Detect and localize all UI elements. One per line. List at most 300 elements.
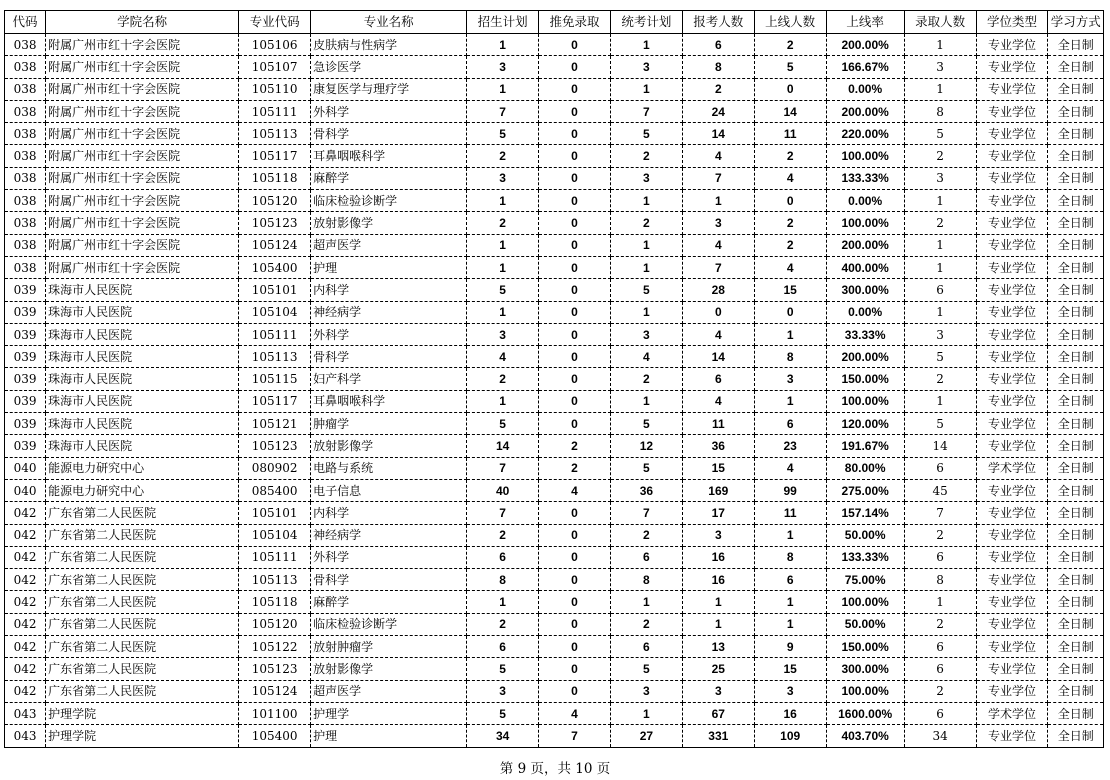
column-header-college-name: 学院名称 — [46, 11, 239, 34]
cell-study-mode: 全日制 — [1048, 680, 1104, 702]
cell-exam-plan: 2 — [610, 145, 682, 167]
cell-college-code: 039 — [5, 390, 46, 412]
cell-study-mode: 全日制 — [1048, 34, 1104, 56]
cell-exempt-admitted: 0 — [539, 390, 611, 412]
cell-qualified-rate: 300.00% — [826, 658, 904, 680]
cell-degree-type: 专业学位 — [976, 78, 1048, 100]
cell-college-name: 珠海市人民医院 — [46, 390, 239, 412]
cell-qualified-rate: 200.00% — [826, 346, 904, 368]
cell-college-name: 广东省第二人民医院 — [46, 524, 239, 546]
cell-study-mode: 全日制 — [1048, 569, 1104, 591]
cell-study-mode: 全日制 — [1048, 323, 1104, 345]
cell-degree-type: 专业学位 — [976, 100, 1048, 122]
cell-college-name: 附属广州市红十字会医院 — [46, 100, 239, 122]
cell-applicants: 3 — [682, 212, 754, 234]
cell-enrollment-plan: 5 — [467, 123, 539, 145]
table-header — [5, 11, 1104, 34]
cell-qualified-rate: 120.00% — [826, 413, 904, 435]
column-header-major-name: 专业名称 — [311, 11, 467, 34]
cell-admitted-count: 8 — [904, 100, 976, 122]
cell-college-name: 珠海市人民医院 — [46, 301, 239, 323]
cell-exempt-admitted: 0 — [539, 212, 611, 234]
table-row — [5, 346, 1104, 368]
cell-major-name: 护理 — [311, 256, 467, 278]
cell-major-name: 内科学 — [311, 502, 467, 524]
cell-qualified-rate: 200.00% — [826, 34, 904, 56]
cell-major-code: 105111 — [239, 546, 311, 568]
table-row — [5, 502, 1104, 524]
cell-major-code: 105123 — [239, 212, 311, 234]
table-row — [5, 636, 1104, 658]
cell-exempt-admitted: 4 — [539, 479, 611, 501]
cell-college-name: 广东省第二人民医院 — [46, 591, 239, 613]
cell-admitted-count: 45 — [904, 479, 976, 501]
table-row — [5, 390, 1104, 412]
cell-applicants: 1 — [682, 613, 754, 635]
cell-major-code: 105120 — [239, 613, 311, 635]
cell-exempt-admitted: 0 — [539, 56, 611, 78]
cell-major-code: 101100 — [239, 702, 311, 724]
cell-admitted-count: 1 — [904, 78, 976, 100]
table-row — [5, 323, 1104, 345]
cell-enrollment-plan: 2 — [467, 368, 539, 390]
column-header-admitted-count: 录取人数 — [904, 11, 976, 34]
cell-enrollment-plan: 1 — [467, 256, 539, 278]
cell-major-code: 105113 — [239, 346, 311, 368]
cell-enrollment-plan: 2 — [467, 613, 539, 635]
cell-enrollment-plan: 34 — [467, 725, 539, 747]
cell-enrollment-plan: 7 — [467, 502, 539, 524]
cell-major-name: 超声医学 — [311, 234, 467, 256]
cell-major-name: 放射影像学 — [311, 435, 467, 457]
cell-qualified-count: 0 — [754, 301, 826, 323]
cell-degree-type: 专业学位 — [976, 234, 1048, 256]
cell-exam-plan: 3 — [610, 680, 682, 702]
column-header-exam-plan: 统考计划 — [610, 11, 682, 34]
cell-college-code: 039 — [5, 323, 46, 345]
cell-college-name: 附属广州市红十字会医院 — [46, 167, 239, 189]
cell-applicants: 6 — [682, 34, 754, 56]
cell-qualified-rate: 275.00% — [826, 479, 904, 501]
cell-qualified-rate: 33.33% — [826, 323, 904, 345]
cell-study-mode: 全日制 — [1048, 145, 1104, 167]
cell-enrollment-plan: 7 — [467, 100, 539, 122]
cell-exam-plan: 12 — [610, 435, 682, 457]
cell-exempt-admitted: 0 — [539, 167, 611, 189]
cell-exam-plan: 1 — [610, 390, 682, 412]
cell-major-name: 耳鼻咽喉科学 — [311, 390, 467, 412]
cell-college-name: 附属广州市红十字会医院 — [46, 212, 239, 234]
cell-exempt-admitted: 4 — [539, 702, 611, 724]
cell-enrollment-plan: 1 — [467, 591, 539, 613]
cell-college-name: 能源电力研究中心 — [46, 479, 239, 501]
cell-exam-plan: 6 — [610, 546, 682, 568]
cell-admitted-count: 7 — [904, 502, 976, 524]
cell-qualified-count: 2 — [754, 212, 826, 234]
table-row — [5, 680, 1104, 702]
cell-major-name: 急诊医学 — [311, 56, 467, 78]
cell-degree-type: 专业学位 — [976, 591, 1048, 613]
cell-qualified-rate: 75.00% — [826, 569, 904, 591]
cell-major-name: 骨科学 — [311, 569, 467, 591]
cell-major-name: 超声医学 — [311, 680, 467, 702]
cell-college-name: 附属广州市红十字会医院 — [46, 123, 239, 145]
column-header-qualified-count: 上线人数 — [754, 11, 826, 34]
column-header-college-code: 代码 — [5, 11, 46, 34]
cell-qualified-count: 4 — [754, 457, 826, 479]
table-row — [5, 78, 1104, 100]
cell-college-name: 附属广州市红十字会医院 — [46, 78, 239, 100]
cell-college-name: 附属广州市红十字会医院 — [46, 234, 239, 256]
cell-study-mode: 全日制 — [1048, 435, 1104, 457]
table-row — [5, 479, 1104, 501]
cell-college-name: 广东省第二人民医院 — [46, 658, 239, 680]
cell-qualified-rate: 1600.00% — [826, 702, 904, 724]
cell-exam-plan: 4 — [610, 346, 682, 368]
cell-major-code: 105124 — [239, 234, 311, 256]
cell-qualified-count: 8 — [754, 346, 826, 368]
cell-applicants: 67 — [682, 702, 754, 724]
cell-exempt-admitted: 0 — [539, 301, 611, 323]
cell-study-mode: 全日制 — [1048, 658, 1104, 680]
cell-major-code: 105124 — [239, 680, 311, 702]
cell-enrollment-plan: 8 — [467, 569, 539, 591]
cell-major-code: 105117 — [239, 390, 311, 412]
cell-college-name: 附属广州市红十字会医院 — [46, 56, 239, 78]
cell-qualified-rate: 150.00% — [826, 636, 904, 658]
table-row — [5, 435, 1104, 457]
cell-qualified-rate: 150.00% — [826, 368, 904, 390]
cell-exempt-admitted: 2 — [539, 457, 611, 479]
cell-applicants: 3 — [682, 680, 754, 702]
cell-major-code: 105122 — [239, 636, 311, 658]
cell-study-mode: 全日制 — [1048, 212, 1104, 234]
cell-qualified-count: 6 — [754, 413, 826, 435]
cell-college-code: 042 — [5, 546, 46, 568]
table-row — [5, 279, 1104, 301]
cell-qualified-rate: 100.00% — [826, 680, 904, 702]
cell-study-mode: 全日制 — [1048, 123, 1104, 145]
cell-admitted-count: 3 — [904, 167, 976, 189]
cell-college-name: 广东省第二人民医院 — [46, 636, 239, 658]
cell-qualified-count: 0 — [754, 78, 826, 100]
cell-college-name: 广东省第二人民医院 — [46, 502, 239, 524]
cell-college-code: 043 — [5, 702, 46, 724]
cell-degree-type: 专业学位 — [976, 212, 1048, 234]
cell-qualified-rate: 403.70% — [826, 725, 904, 747]
table-row — [5, 212, 1104, 234]
cell-study-mode: 全日制 — [1048, 100, 1104, 122]
cell-applicants: 25 — [682, 658, 754, 680]
cell-exempt-admitted: 0 — [539, 658, 611, 680]
cell-qualified-rate: 50.00% — [826, 613, 904, 635]
cell-qualified-count: 1 — [754, 524, 826, 546]
cell-degree-type: 专业学位 — [976, 725, 1048, 747]
cell-college-name: 珠海市人民医院 — [46, 435, 239, 457]
cell-major-code: 105111 — [239, 323, 311, 345]
cell-major-code: 105113 — [239, 123, 311, 145]
table-row — [5, 167, 1104, 189]
cell-study-mode: 全日制 — [1048, 702, 1104, 724]
cell-major-code: 105400 — [239, 256, 311, 278]
cell-major-code: 085400 — [239, 479, 311, 501]
cell-admitted-count: 3 — [904, 323, 976, 345]
cell-enrollment-plan: 1 — [467, 190, 539, 212]
cell-applicants: 7 — [682, 167, 754, 189]
table-row — [5, 190, 1104, 212]
cell-exam-plan: 36 — [610, 479, 682, 501]
cell-college-name: 珠海市人民医院 — [46, 323, 239, 345]
cell-study-mode: 全日制 — [1048, 725, 1104, 747]
cell-exam-plan: 2 — [610, 613, 682, 635]
cell-applicants: 1 — [682, 190, 754, 212]
cell-applicants: 11 — [682, 413, 754, 435]
cell-exam-plan: 2 — [610, 524, 682, 546]
cell-degree-type: 专业学位 — [976, 546, 1048, 568]
cell-degree-type: 专业学位 — [976, 680, 1048, 702]
cell-study-mode: 全日制 — [1048, 502, 1104, 524]
cell-degree-type: 专业学位 — [976, 256, 1048, 278]
cell-major-code: 105120 — [239, 190, 311, 212]
cell-qualified-count: 23 — [754, 435, 826, 457]
cell-major-name: 麻醉学 — [311, 167, 467, 189]
cell-exam-plan: 1 — [610, 591, 682, 613]
cell-admitted-count: 2 — [904, 680, 976, 702]
cell-major-code: 105121 — [239, 413, 311, 435]
table-row — [5, 123, 1104, 145]
cell-qualified-count: 15 — [754, 658, 826, 680]
cell-major-code: 105118 — [239, 591, 311, 613]
cell-applicants: 24 — [682, 100, 754, 122]
cell-major-code: 105117 — [239, 145, 311, 167]
cell-exam-plan: 5 — [610, 279, 682, 301]
table-row — [5, 100, 1104, 122]
cell-qualified-count: 2 — [754, 34, 826, 56]
table-row — [5, 524, 1104, 546]
cell-admitted-count: 2 — [904, 613, 976, 635]
cell-admitted-count: 2 — [904, 145, 976, 167]
cell-major-name: 外科学 — [311, 323, 467, 345]
cell-applicants: 169 — [682, 479, 754, 501]
cell-study-mode: 全日制 — [1048, 591, 1104, 613]
cell-major-name: 内科学 — [311, 279, 467, 301]
cell-degree-type: 专业学位 — [976, 301, 1048, 323]
cell-major-name: 临床检验诊断学 — [311, 190, 467, 212]
cell-degree-type: 专业学位 — [976, 368, 1048, 390]
cell-major-name: 护理 — [311, 725, 467, 747]
cell-applicants: 4 — [682, 390, 754, 412]
cell-exempt-admitted: 0 — [539, 591, 611, 613]
cell-degree-type: 专业学位 — [976, 190, 1048, 212]
cell-major-name: 骨科学 — [311, 123, 467, 145]
table-row — [5, 457, 1104, 479]
cell-major-name: 放射肿瘤学 — [311, 636, 467, 658]
cell-college-code: 039 — [5, 368, 46, 390]
cell-enrollment-plan: 6 — [467, 546, 539, 568]
cell-study-mode: 全日制 — [1048, 167, 1104, 189]
cell-exam-plan: 3 — [610, 56, 682, 78]
cell-applicants: 0 — [682, 301, 754, 323]
admissions-table — [4, 10, 1104, 748]
cell-study-mode: 全日制 — [1048, 56, 1104, 78]
cell-exempt-admitted: 0 — [539, 680, 611, 702]
cell-degree-type: 学术学位 — [976, 457, 1048, 479]
table-row — [5, 546, 1104, 568]
table-row — [5, 368, 1104, 390]
cell-enrollment-plan: 5 — [467, 279, 539, 301]
cell-exempt-admitted: 0 — [539, 234, 611, 256]
cell-admitted-count: 1 — [904, 190, 976, 212]
cell-degree-type: 专业学位 — [976, 390, 1048, 412]
cell-applicants: 1 — [682, 591, 754, 613]
cell-exempt-admitted: 0 — [539, 613, 611, 635]
header-row — [5, 11, 1104, 34]
cell-qualified-rate: 100.00% — [826, 145, 904, 167]
cell-major-code: 105115 — [239, 368, 311, 390]
cell-exempt-admitted: 0 — [539, 636, 611, 658]
cell-qualified-count: 11 — [754, 123, 826, 145]
table-row — [5, 234, 1104, 256]
table-row — [5, 56, 1104, 78]
cell-applicants: 2 — [682, 78, 754, 100]
cell-admitted-count: 1 — [904, 390, 976, 412]
cell-qualified-rate: 100.00% — [826, 390, 904, 412]
cell-college-code: 038 — [5, 100, 46, 122]
cell-college-name: 护理学院 — [46, 725, 239, 747]
cell-college-name: 广东省第二人民医院 — [46, 569, 239, 591]
cell-qualified-rate: 166.67% — [826, 56, 904, 78]
cell-degree-type: 专业学位 — [976, 346, 1048, 368]
cell-exempt-admitted: 0 — [539, 123, 611, 145]
cell-college-code: 043 — [5, 725, 46, 747]
cell-exam-plan: 5 — [610, 123, 682, 145]
cell-study-mode: 全日制 — [1048, 613, 1104, 635]
cell-applicants: 14 — [682, 123, 754, 145]
cell-exempt-admitted: 0 — [539, 145, 611, 167]
table-row — [5, 658, 1104, 680]
cell-qualified-rate: 200.00% — [826, 234, 904, 256]
cell-applicants: 15 — [682, 457, 754, 479]
column-header-qualified-rate: 上线率 — [826, 11, 904, 34]
cell-degree-type: 学术学位 — [976, 702, 1048, 724]
cell-exam-plan: 5 — [610, 658, 682, 680]
cell-qualified-count: 1 — [754, 613, 826, 635]
cell-exempt-admitted: 0 — [539, 190, 611, 212]
cell-exam-plan: 3 — [610, 323, 682, 345]
cell-major-code: 105123 — [239, 658, 311, 680]
cell-exempt-admitted: 7 — [539, 725, 611, 747]
cell-major-code: 105400 — [239, 725, 311, 747]
cell-major-name: 电路与系统 — [311, 457, 467, 479]
cell-degree-type: 专业学位 — [976, 524, 1048, 546]
cell-study-mode: 全日制 — [1048, 368, 1104, 390]
cell-major-code: 105118 — [239, 167, 311, 189]
cell-applicants: 13 — [682, 636, 754, 658]
column-header-degree-type: 学位类型 — [976, 11, 1048, 34]
cell-exam-plan: 2 — [610, 368, 682, 390]
cell-exempt-admitted: 0 — [539, 546, 611, 568]
cell-enrollment-plan: 3 — [467, 56, 539, 78]
cell-admitted-count: 1 — [904, 34, 976, 56]
cell-qualified-rate: 133.33% — [826, 546, 904, 568]
cell-enrollment-plan: 3 — [467, 323, 539, 345]
cell-study-mode: 全日制 — [1048, 479, 1104, 501]
cell-degree-type: 专业学位 — [976, 413, 1048, 435]
cell-qualified-count: 4 — [754, 167, 826, 189]
cell-college-name: 附属广州市红十字会医院 — [46, 190, 239, 212]
cell-enrollment-plan: 1 — [467, 234, 539, 256]
cell-exam-plan: 3 — [610, 167, 682, 189]
cell-college-code: 039 — [5, 346, 46, 368]
cell-qualified-count: 15 — [754, 279, 826, 301]
cell-college-code: 039 — [5, 435, 46, 457]
cell-college-code: 038 — [5, 212, 46, 234]
cell-qualified-count: 9 — [754, 636, 826, 658]
cell-qualified-rate: 200.00% — [826, 100, 904, 122]
cell-study-mode: 全日制 — [1048, 546, 1104, 568]
cell-exam-plan: 8 — [610, 569, 682, 591]
cell-major-name: 外科学 — [311, 100, 467, 122]
cell-college-name: 广东省第二人民医院 — [46, 680, 239, 702]
cell-qualified-count: 1 — [754, 323, 826, 345]
cell-qualified-rate: 100.00% — [826, 591, 904, 613]
table-body — [5, 34, 1104, 748]
table-row — [5, 702, 1104, 724]
cell-exam-plan: 1 — [610, 34, 682, 56]
cell-college-name: 护理学院 — [46, 702, 239, 724]
table-row — [5, 569, 1104, 591]
cell-exempt-admitted: 0 — [539, 100, 611, 122]
cell-qualified-rate: 50.00% — [826, 524, 904, 546]
cell-applicants: 4 — [682, 234, 754, 256]
cell-major-name: 放射影像学 — [311, 212, 467, 234]
cell-major-name: 神经病学 — [311, 301, 467, 323]
cell-college-code: 042 — [5, 680, 46, 702]
cell-college-code: 040 — [5, 457, 46, 479]
cell-exempt-admitted: 0 — [539, 279, 611, 301]
cell-study-mode: 全日制 — [1048, 390, 1104, 412]
cell-major-name: 肿瘤学 — [311, 413, 467, 435]
cell-enrollment-plan: 3 — [467, 680, 539, 702]
cell-college-code: 038 — [5, 167, 46, 189]
cell-major-code: 105104 — [239, 524, 311, 546]
cell-qualified-count: 14 — [754, 100, 826, 122]
cell-exempt-admitted: 0 — [539, 569, 611, 591]
cell-qualified-rate: 191.67% — [826, 435, 904, 457]
cell-study-mode: 全日制 — [1048, 234, 1104, 256]
cell-major-code: 105107 — [239, 56, 311, 78]
cell-degree-type: 专业学位 — [976, 569, 1048, 591]
cell-applicants: 28 — [682, 279, 754, 301]
cell-exempt-admitted: 0 — [539, 256, 611, 278]
cell-exempt-admitted: 0 — [539, 346, 611, 368]
cell-enrollment-plan: 40 — [467, 479, 539, 501]
cell-college-name: 附属广州市红十字会医院 — [46, 34, 239, 56]
cell-college-code: 042 — [5, 569, 46, 591]
cell-applicants: 17 — [682, 502, 754, 524]
cell-college-code: 039 — [5, 413, 46, 435]
cell-college-code: 038 — [5, 123, 46, 145]
cell-study-mode: 全日制 — [1048, 190, 1104, 212]
cell-major-code: 105101 — [239, 502, 311, 524]
cell-qualified-count: 3 — [754, 368, 826, 390]
cell-enrollment-plan: 1 — [467, 34, 539, 56]
cell-college-name: 珠海市人民医院 — [46, 346, 239, 368]
cell-admitted-count: 6 — [904, 279, 976, 301]
cell-qualified-rate: 400.00% — [826, 256, 904, 278]
cell-enrollment-plan: 4 — [467, 346, 539, 368]
cell-degree-type: 专业学位 — [976, 34, 1048, 56]
